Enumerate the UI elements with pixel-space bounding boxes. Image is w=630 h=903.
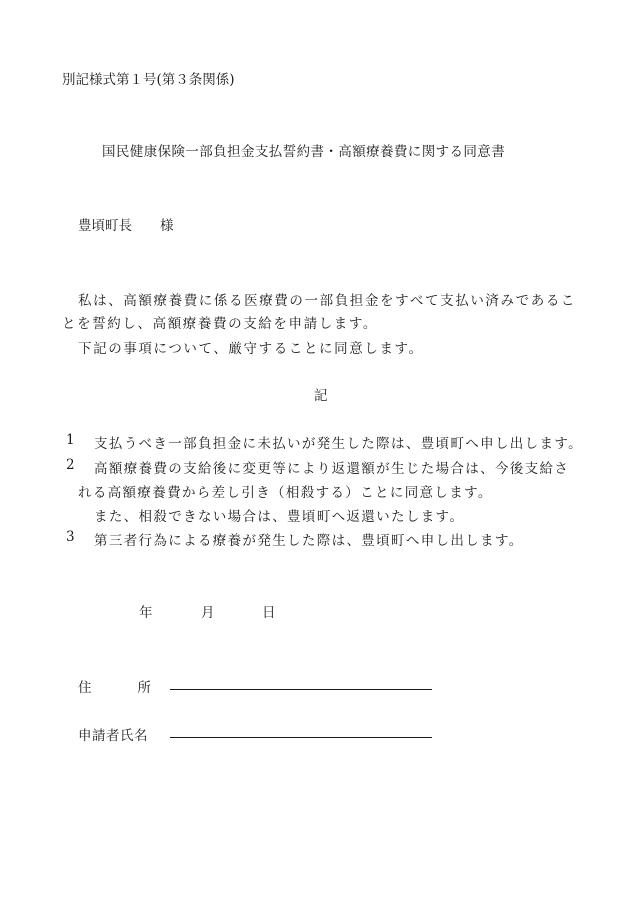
document-title: 国民健康保険一部負担金支払誓約書・高額療養費に関する同意書 — [102, 144, 506, 160]
date-month-label: 月 — [201, 605, 215, 621]
form-number: 別記様式第１号(第３条関係) — [62, 72, 235, 88]
item-2-text: 高額療養費の支給後に変更等により返還額が生じた場合は、今後支給さ — [94, 461, 570, 477]
date-day-label: 日 — [262, 605, 276, 621]
item-1-text: 支払うべき一部負担金に未払いが発生した際は、豊頃町へ申し出します。 — [94, 436, 583, 452]
item-1-number: 1 — [66, 432, 75, 448]
item-2-additional-note: また、相殺できない場合は、豊頃町へ返還いたします。 — [94, 509, 465, 525]
ki-heading: 記 — [314, 388, 328, 404]
item-3-number: 3 — [66, 529, 75, 545]
item-3-text: 第三者行為による療養が発生した際は、豊頃町へ申し出します。 — [94, 533, 524, 549]
pledge-paragraph-line-2: とを誓約し、高額療養費の支給を申請します。 — [62, 316, 379, 332]
applicant-name-entry-line[interactable] — [170, 737, 432, 738]
item-2-number: 2 — [66, 457, 75, 473]
consent-paragraph: 下記の事項について、厳守することに同意します。 — [78, 341, 424, 357]
date-year-label: 年 — [139, 605, 153, 621]
addressee-honorific: 様 — [160, 218, 174, 234]
address-label — [78, 676, 151, 696]
addressee — [78, 214, 174, 234]
item-2-text-continued: れる高額療養費から差し引き（相殺する）ことに同意します。 — [78, 485, 493, 501]
address-label-char-2: 所 — [137, 680, 151, 696]
applicant-name-label: 申請者氏名 — [78, 728, 148, 744]
addressee-name: 豊頃町長 — [78, 218, 132, 234]
pledge-paragraph-line-1: 私は、高額療養費に係る医療費の一部負担金をすべて支払い済みであるこ — [78, 293, 577, 309]
address-label-char-1: 住 — [78, 680, 92, 696]
address-entry-line[interactable] — [170, 689, 432, 690]
